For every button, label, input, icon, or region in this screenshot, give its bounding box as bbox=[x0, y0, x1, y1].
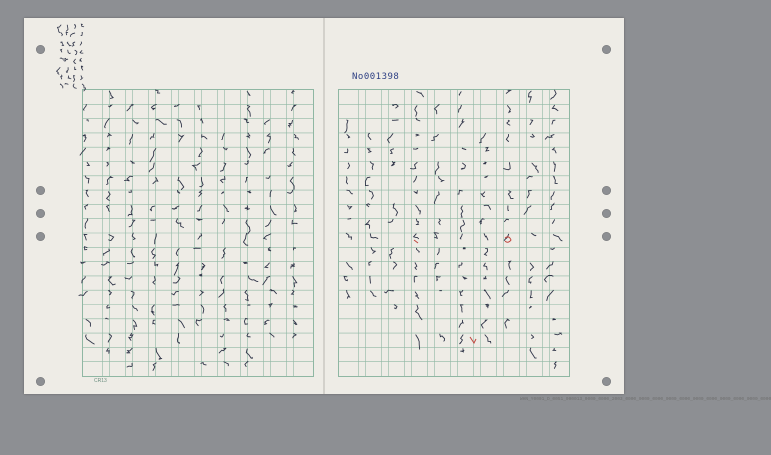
archive-catalog-id: WHN_Y0001_D_0051_000013_0000_0000_2003_0000_0000_0000_0000_0000_0000_0000_0000_0000_0000_0000 bbox=[520, 397, 771, 402]
serial-number-stamp: No001398 bbox=[352, 72, 400, 82]
paper-code-label: CR13 bbox=[94, 378, 107, 384]
